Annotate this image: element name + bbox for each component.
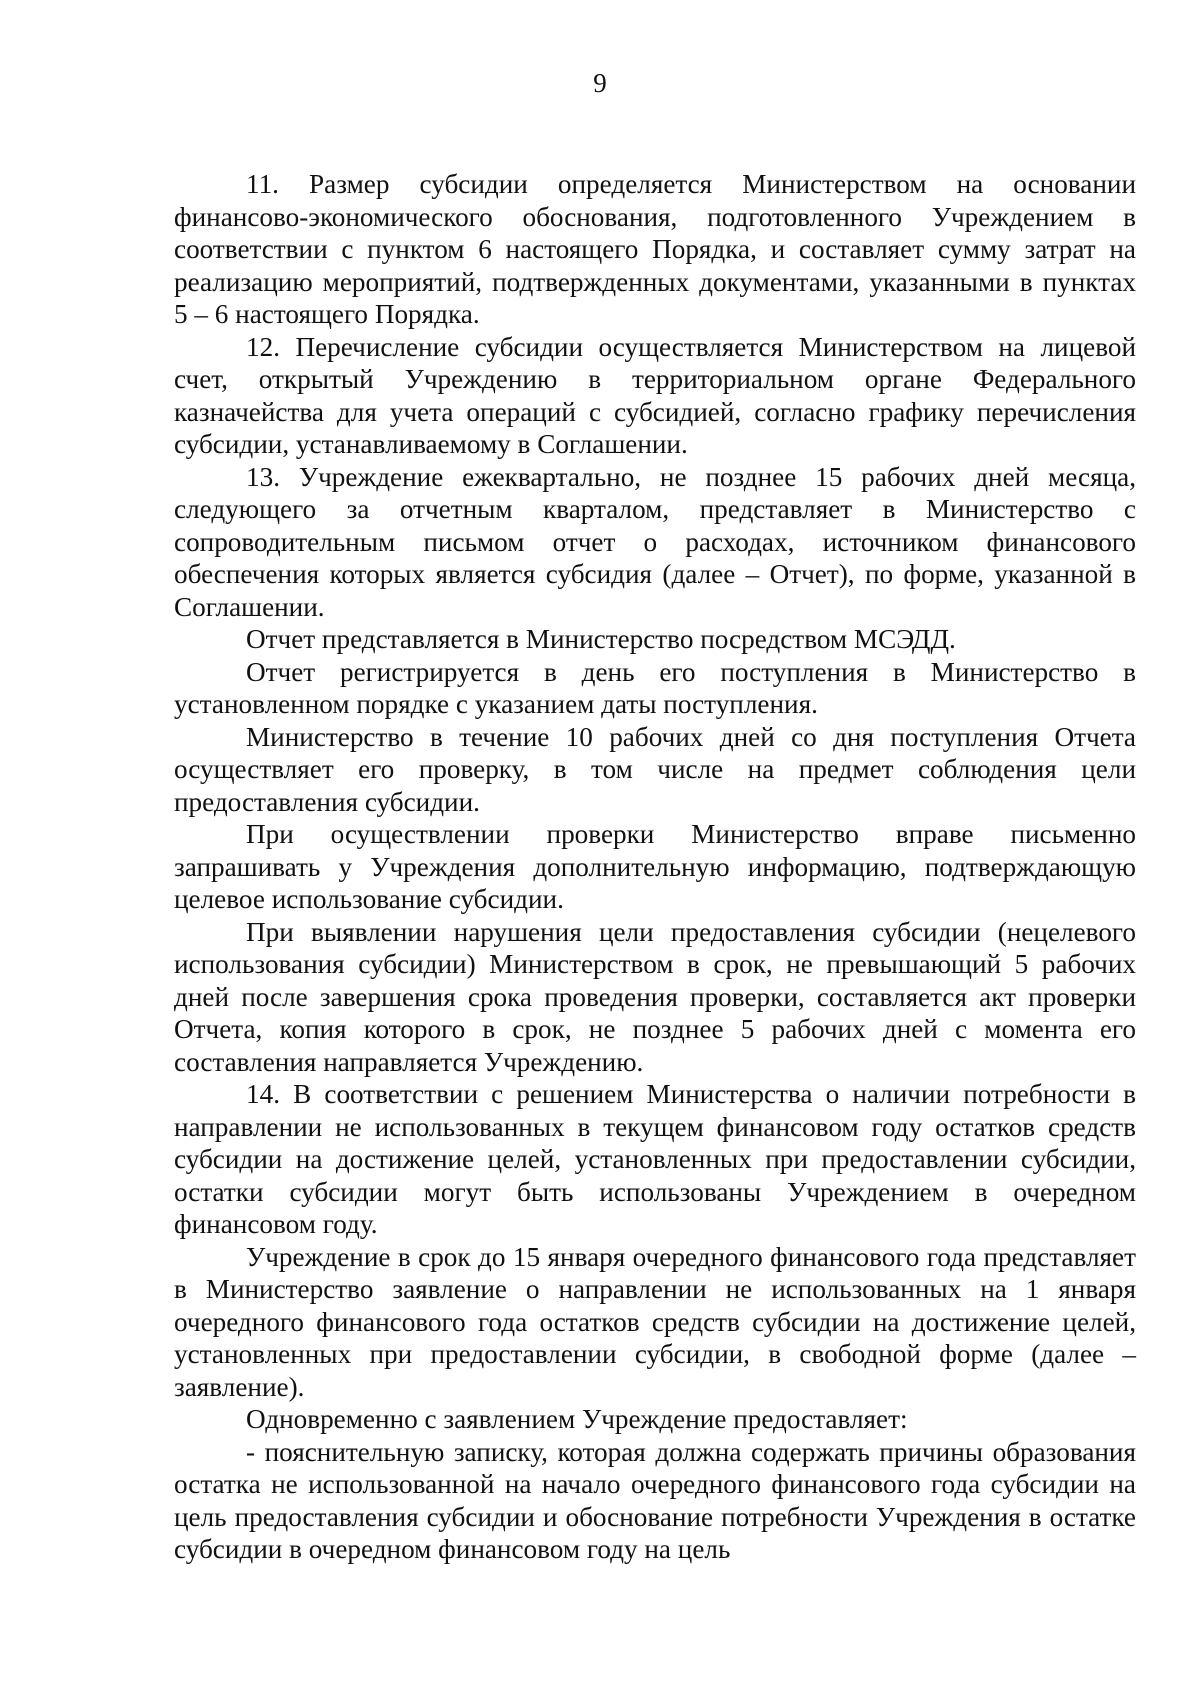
paragraph-12-subsidy-transfer: 12. Перечисление субсидии осуществляется Министерством на лицевой счет, открытый Учреждению в территориальном органе Федерального казначейства для учета операций с субсидией, согласно графику перечисления субсидии, устанавливаемому в Соглашении. (174, 331, 1136, 459)
paragraph-explanatory-note: - пояснительную записку, которая должна содержать причины образования остатка не использованной на начало очередного финансового года субсидии на цель предоставления субсидии и обоснование потребности Учреждения в остатке субсидии в очередном финансовом году на цель (174, 1436, 1136, 1564)
paragraph-report-registration: Отчет регистрируется в день его поступления в Министерство в установленном порядке с указанием даты поступления. (174, 656, 1136, 719)
page-number: 9 (593, 68, 607, 98)
paragraph-11-subsidy-size: 11. Размер субсидии определяется Министерством на основании финансово-экономического обоснования, подготовленного Учреждением в соответствии с пунктом 6 настоящего Порядка, и составляет сумму затрат на реализацию мероприятий, подтвержденных документами, указанными в пунктах 5 – 6 настоящего Порядка. (174, 169, 1136, 329)
paragraph-report-submission: Отчет представляется в Министерство посредством МСЭДД. (246, 624, 956, 654)
paragraph-application-deadline: Учреждение в срок до 15 января очередного финансового года представляет в Министерство заявление о направлении не использованных на 1 января очередного финансового года остатков средств субсидии на достижение целей, установленных при предоставлении субсидии, в свободной форме (далее – заявление). (174, 1241, 1136, 1402)
paragraph-information-request: При осуществлении проверки Министерство вправе письменно запрашивать у Учреждения дополнительную информацию, подтверждающую целевое использование субсидии. (174, 819, 1136, 914)
paragraph-report-review: Министерство в течение 10 рабочих дней со дня поступления Отчета осуществляет его проверку, в том числе на предмет соблюдения цели предоставления субсидии. (174, 721, 1136, 817)
paragraph-violation-act: При выявлении нарушения цели предоставления субсидии (нецелевого использования субсидии) Министерством в срок, не превышающий 5 рабочих дней после завершения срока проведения проверки, составляется акт проверки Отчета, копия которого в срок, не позднее 5 рабочих дней с момента его составления направляется Учреждению. (174, 916, 1136, 1077)
paragraph-13-quarterly-report: 13. Учреждение ежеквартально, не позднее 15 рабочих дней месяца, следующего за отчетным кварталом, представляет в Министерство с сопроводительным письмом отчет о расходах, источником финансового обеспечения которых является субсидия (далее – Отчет), по форме, указанной в Соглашении. (174, 461, 1136, 622)
paragraph-14-remaining-funds: 14. В соответствии с решением Министерства о наличии потребности в направлении не использованных в текущем финансовом году остатков средств субсидии на достижение целей, установленных при предоставлении субсидии, остатки субсидии могут быть использованы Учреждением в очередном финансовом году. (174, 1079, 1136, 1239)
document-body (174, 168, 1136, 1566)
paragraph-attachments-intro: Одновременно с заявлением Учреждение предоставляет: (246, 1404, 908, 1434)
